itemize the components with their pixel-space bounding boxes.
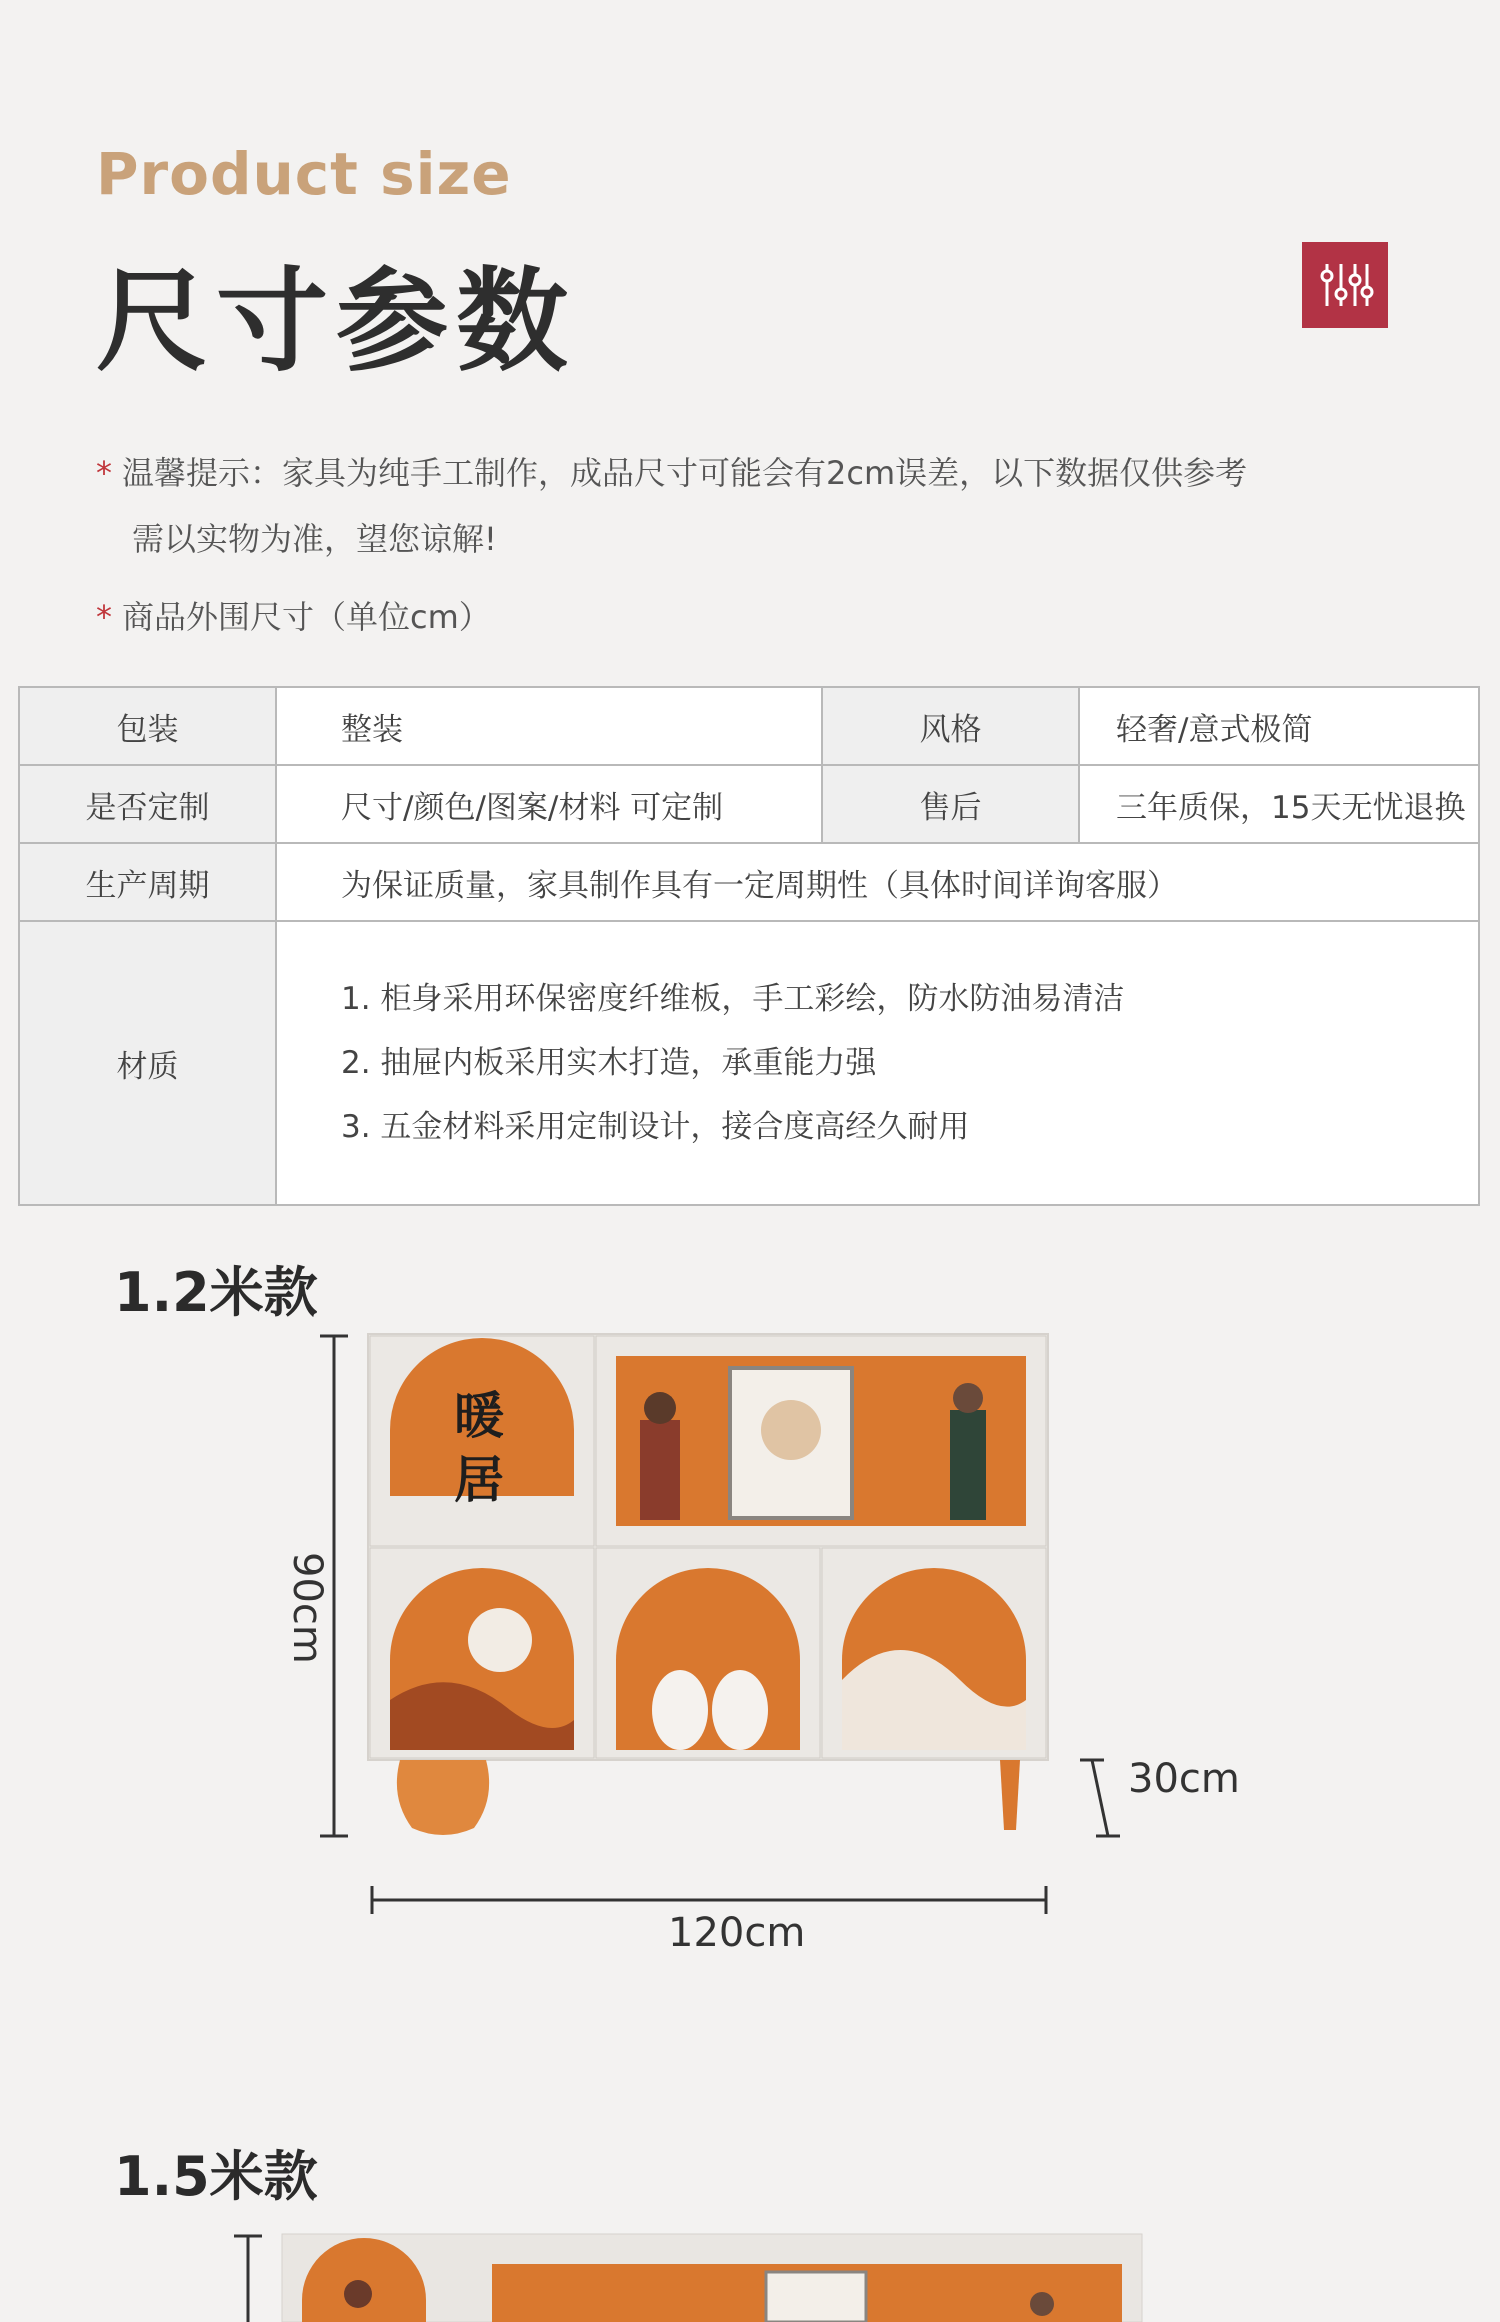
table-row xyxy=(19,765,1479,843)
style-value: 轻奢/意式极简 xyxy=(1079,687,1479,765)
material-item: 2. 抽屉内板采用实木打造，承重能力强 xyxy=(341,1045,877,1081)
custom-value: 尺寸/颜色/图案/材料 可定制 xyxy=(276,765,822,843)
notice-line-3 xyxy=(96,592,491,638)
cycle-value: 为保证质量，家具制作具有一定周期性（具体时间详询客服） xyxy=(276,843,1479,921)
material-label: 材质 xyxy=(19,921,276,1205)
packaging-value: 整装 xyxy=(276,687,822,765)
width-label: 120cm xyxy=(668,1910,806,1956)
table-row xyxy=(19,843,1479,921)
cabinet-12-illustration xyxy=(260,1320,1260,1940)
notice-text-3: 商品外围尺寸（单位cm） xyxy=(122,598,491,636)
picture-frame xyxy=(766,2272,866,2322)
notice-line-1 xyxy=(96,448,1247,494)
notice-text-2: 需以实物为准，望您谅解! xyxy=(132,520,497,558)
figurine xyxy=(344,2280,372,2308)
variant-15-title: 1.5米款 xyxy=(114,2145,318,2208)
material-item: 1. 柜身采用环保密度纤维板，手工彩绘，防水防油易清洁 xyxy=(341,981,1125,1017)
sliders-icon xyxy=(1302,242,1388,328)
spec-table xyxy=(18,686,1480,1206)
cycle-label: 生产周期 xyxy=(19,843,276,921)
packaging-label: 包装 xyxy=(19,687,276,765)
height-label: 90cm xyxy=(284,1552,330,1664)
figurine xyxy=(640,1420,680,1520)
cabinet-leg xyxy=(397,1760,489,1835)
custom-label: 是否定制 xyxy=(19,765,276,843)
aftersale-value: 三年质保，15天无忧退换 xyxy=(1079,765,1479,843)
table-row xyxy=(19,687,1479,765)
style-label: 风格 xyxy=(822,687,1079,765)
figurine xyxy=(1030,2292,1054,2316)
depth-label: 30cm xyxy=(1128,1756,1240,1802)
notice-text-1: 温馨提示：家具为纯手工制作，成品尺寸可能会有2cm误差，以下数据仅供参考 xyxy=(122,454,1248,492)
calligraphy-char: 居 xyxy=(454,1451,504,1509)
aftersale-label: 售后 xyxy=(822,765,1079,843)
asterisk: * xyxy=(96,598,112,636)
figurine xyxy=(950,1410,986,1520)
height-dimension-line xyxy=(234,2236,262,2322)
cabinet-15-illustration xyxy=(230,2230,1180,2322)
variant-12-title: 1.2米款 xyxy=(114,1261,318,1324)
table-row xyxy=(19,921,1479,1205)
page-title: 尺寸参数 xyxy=(96,257,576,387)
calligraphy-char: 暖 xyxy=(454,1387,504,1445)
arch-door xyxy=(616,1568,800,1750)
depth-dimension-line xyxy=(1080,1760,1120,1836)
material-list xyxy=(276,921,1479,1205)
cabinet-leg xyxy=(1000,1760,1020,1830)
material-item: 3. 五金材料采用定制设计，接合度高经久耐用 xyxy=(341,1109,970,1145)
english-title: Product size xyxy=(96,140,512,208)
asterisk: * xyxy=(96,454,112,492)
door-calligraphy xyxy=(434,1384,524,1512)
